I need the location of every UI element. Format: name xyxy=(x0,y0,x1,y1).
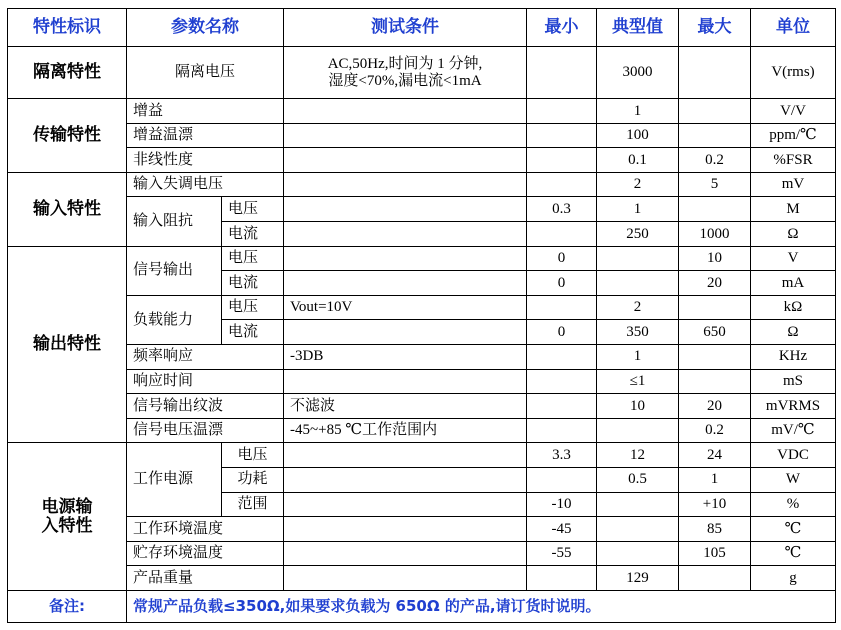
table-row xyxy=(8,197,836,222)
unit-cell: M xyxy=(751,197,836,222)
typ-cell: 0.5 xyxy=(597,467,679,492)
cond-cell xyxy=(284,443,527,468)
header-cond: 测试条件 xyxy=(284,9,527,47)
header-category: 特性标识 xyxy=(8,9,127,47)
min-cell xyxy=(527,148,597,173)
unit-cell: mV xyxy=(751,172,836,197)
unit-cell: % xyxy=(751,492,836,517)
table-row xyxy=(8,369,836,394)
category-isolation: 隔离特性 xyxy=(8,47,127,99)
param-cell: 隔离电压 xyxy=(127,47,284,99)
unit-cell: KHz xyxy=(751,344,836,369)
cond-cell: 不滤波 xyxy=(284,394,527,419)
cond-cell xyxy=(284,271,527,296)
min-cell: 0 xyxy=(527,320,597,345)
param-cell: 增益 xyxy=(127,99,284,124)
typ-cell: 2 xyxy=(597,295,679,320)
typ-cell: 0.1 xyxy=(597,148,679,173)
min-cell xyxy=(527,123,597,148)
min-cell xyxy=(527,467,597,492)
table-row xyxy=(8,443,836,468)
table-row xyxy=(8,172,836,197)
cond-cell xyxy=(284,541,527,566)
typ-cell xyxy=(597,492,679,517)
typ-cell xyxy=(597,246,679,271)
typ-cell: 350 xyxy=(597,320,679,345)
typ-cell: 1 xyxy=(597,197,679,222)
param-cell: 产品重量 xyxy=(127,566,284,591)
param-cell: 信号输出纹波 xyxy=(127,394,284,419)
max-cell xyxy=(679,123,751,148)
typ-cell xyxy=(597,418,679,443)
max-cell: 1000 xyxy=(679,221,751,246)
cond-cell: Vout=10V xyxy=(284,295,527,320)
cond-cell xyxy=(284,517,527,542)
param-cell: 负载能力 xyxy=(127,295,222,344)
param-cell: 增益温漂 xyxy=(127,123,284,148)
cond-cell xyxy=(284,221,527,246)
max-cell: 0.2 xyxy=(679,418,751,443)
table-row xyxy=(8,295,836,320)
unit-cell: mV/℃ xyxy=(751,418,836,443)
unit-cell: W xyxy=(751,467,836,492)
max-cell: 105 xyxy=(679,541,751,566)
note-text: 常规产品负载≤350Ω,如果要求负载为 650Ω 的产品,请订货时说明。 xyxy=(127,590,836,622)
max-cell: 0.2 xyxy=(679,148,751,173)
min-cell: -10 xyxy=(527,492,597,517)
max-cell: +10 xyxy=(679,492,751,517)
unit-cell: V(rms) xyxy=(751,47,836,99)
category-line: 电源输 xyxy=(41,496,93,517)
unit-cell: V xyxy=(751,246,836,271)
cond-cell xyxy=(284,99,527,124)
table-row xyxy=(8,99,836,124)
cond-cell xyxy=(284,467,527,492)
param-cell: 响应时间 xyxy=(127,369,284,394)
category-line: 入特性 xyxy=(41,515,93,536)
table-row xyxy=(8,541,836,566)
unit-cell: g xyxy=(751,566,836,591)
sub-param-cell: 电压 xyxy=(222,295,284,320)
table-row xyxy=(8,344,836,369)
max-cell: 650 xyxy=(679,320,751,345)
typ-cell xyxy=(597,541,679,566)
typ-cell: 12 xyxy=(597,443,679,468)
sub-param-cell: 功耗 xyxy=(222,467,284,492)
param-cell: 信号输出 xyxy=(127,246,222,295)
cond-cell xyxy=(284,566,527,591)
min-cell xyxy=(527,295,597,320)
max-cell: 10 xyxy=(679,246,751,271)
min-cell xyxy=(527,221,597,246)
note-label: 备注: xyxy=(8,590,127,622)
cond-cell xyxy=(284,172,527,197)
max-cell: 1 xyxy=(679,467,751,492)
param-cell: 非线性度 xyxy=(127,148,284,173)
sub-param-cell: 电压 xyxy=(222,197,284,222)
min-cell: 3.3 xyxy=(527,443,597,468)
typ-cell: 250 xyxy=(597,221,679,246)
unit-cell: mVRMS xyxy=(751,394,836,419)
unit-cell: mS xyxy=(751,369,836,394)
param-cell: 工作环境温度 xyxy=(127,517,284,542)
header-max: 最大 xyxy=(679,9,751,47)
header-param: 参数名称 xyxy=(127,9,284,47)
max-cell: 85 xyxy=(679,517,751,542)
min-cell xyxy=(527,394,597,419)
typ-cell: 2 xyxy=(597,172,679,197)
header-row xyxy=(8,9,836,47)
cond-cell xyxy=(284,369,527,394)
min-cell: 0 xyxy=(527,246,597,271)
typ-cell: 129 xyxy=(597,566,679,591)
table-row xyxy=(8,394,836,419)
max-cell: 5 xyxy=(679,172,751,197)
max-cell: 20 xyxy=(679,271,751,296)
min-cell xyxy=(527,418,597,443)
cond-cell xyxy=(284,492,527,517)
unit-cell: ℃ xyxy=(751,517,836,542)
max-cell xyxy=(679,344,751,369)
sub-param-cell: 电流 xyxy=(222,271,284,296)
typ-cell: ≤1 xyxy=(597,369,679,394)
min-cell xyxy=(527,566,597,591)
min-cell: 0 xyxy=(527,271,597,296)
max-cell xyxy=(679,369,751,394)
sub-param-cell: 电流 xyxy=(222,221,284,246)
typ-cell xyxy=(597,517,679,542)
header-typ: 典型值 xyxy=(597,9,679,47)
min-cell xyxy=(527,369,597,394)
table-row xyxy=(8,566,836,591)
unit-cell: mA xyxy=(751,271,836,296)
table-row xyxy=(8,47,836,99)
sub-param-cell: 范围 xyxy=(222,492,284,517)
param-cell: 输入阻抗 xyxy=(127,197,222,246)
header-min: 最小 xyxy=(527,9,597,47)
note-row xyxy=(8,590,836,622)
cond-line: 湿度<70%,漏电流<1mA xyxy=(328,72,482,89)
unit-cell: ppm/℃ xyxy=(751,123,836,148)
cond-cell xyxy=(284,148,527,173)
min-cell: -55 xyxy=(527,541,597,566)
header-unit: 单位 xyxy=(751,9,836,47)
category-transfer: 传输特性 xyxy=(8,99,127,173)
cond-cell xyxy=(284,123,527,148)
unit-cell: VDC xyxy=(751,443,836,468)
typ-cell xyxy=(597,271,679,296)
param-cell: 输入失调电压 xyxy=(127,172,284,197)
unit-cell: Ω xyxy=(751,320,836,345)
max-cell xyxy=(679,197,751,222)
unit-cell: ℃ xyxy=(751,541,836,566)
spec-table xyxy=(7,8,836,623)
cond-cell: -3DB xyxy=(284,344,527,369)
typ-cell: 1 xyxy=(597,344,679,369)
min-cell: -45 xyxy=(527,517,597,542)
sub-param-cell: 电流 xyxy=(222,320,284,345)
param-cell: 工作电源 xyxy=(127,443,222,517)
param-cell: 频率响应 xyxy=(127,344,284,369)
category-input: 输入特性 xyxy=(8,172,127,246)
min-cell xyxy=(527,344,597,369)
category-output: 输出特性 xyxy=(8,246,127,443)
table-row xyxy=(8,148,836,173)
param-cell: 信号电压温漂 xyxy=(127,418,284,443)
cond-cell xyxy=(284,47,527,99)
typ-cell: 1 xyxy=(597,99,679,124)
max-cell xyxy=(679,99,751,124)
category-power xyxy=(8,443,127,591)
cond-cell xyxy=(284,197,527,222)
typ-cell: 100 xyxy=(597,123,679,148)
sub-param-cell: 电压 xyxy=(222,443,284,468)
unit-cell: Ω xyxy=(751,221,836,246)
cond-cell xyxy=(284,246,527,271)
max-cell xyxy=(679,47,751,99)
max-cell: 20 xyxy=(679,394,751,419)
table-row xyxy=(8,418,836,443)
max-cell: 24 xyxy=(679,443,751,468)
table-row xyxy=(8,246,836,271)
max-cell xyxy=(679,566,751,591)
unit-cell: %FSR xyxy=(751,148,836,173)
max-cell xyxy=(679,295,751,320)
cond-cell xyxy=(284,320,527,345)
min-cell xyxy=(527,99,597,124)
table-row xyxy=(8,123,836,148)
table-row xyxy=(8,517,836,542)
min-cell xyxy=(527,47,597,99)
unit-cell: kΩ xyxy=(751,295,836,320)
param-cell: 贮存环境温度 xyxy=(127,541,284,566)
cond-cell: -45~+85 ℃工作范围内 xyxy=(284,418,527,443)
min-cell xyxy=(527,172,597,197)
typ-cell: 10 xyxy=(597,394,679,419)
unit-cell: V/V xyxy=(751,99,836,124)
min-cell: 0.3 xyxy=(527,197,597,222)
typ-cell: 3000 xyxy=(597,47,679,99)
sub-param-cell: 电压 xyxy=(222,246,284,271)
cond-line: AC,50Hz,时间为 1 分钟, xyxy=(327,56,483,72)
